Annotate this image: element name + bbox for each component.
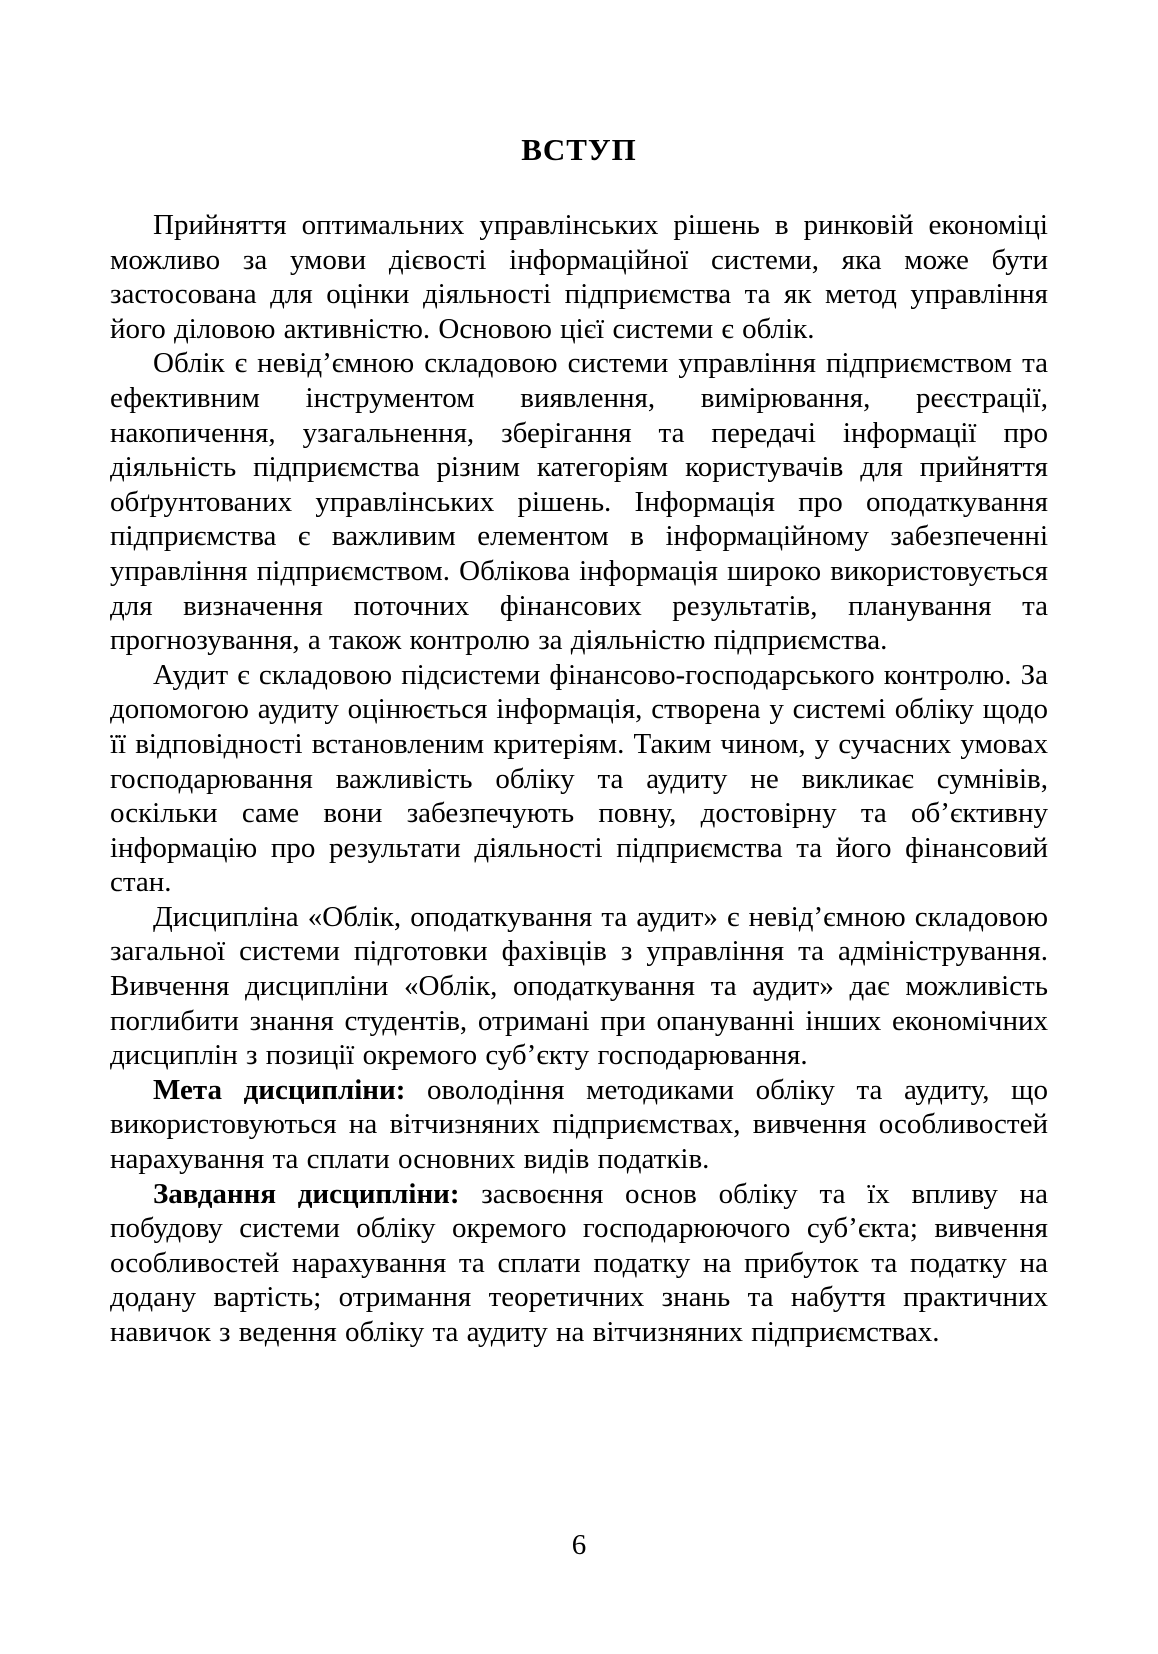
- paragraph: [110, 1177, 1048, 1350]
- paragraph: [110, 900, 1048, 1073]
- paragraph-text: Облік є невід’ємною складовою системи управління підприємством та ефективним інструментом виявлення, вимірювання, реєстрації, накопичення, узагальнення, зберігання та передачі інформації про діяльність підприємства різним категоріям користувачів для прийняття обґрунтованих управлінських рішень. Інформація про оподаткування підприємства є важливим елементом в інформаційному забезпеченні управління підприємством. Облікова інформація широко використовується для визначення поточних фінансових результатів, планування та прогнозування, а також контролю за діяльністю підприємства.: [110, 347, 1048, 657]
- paragraph-text: Аудит є складовою підсистеми фінансово-господарського контролю. За допомогою аудиту оцінюється інформація, створена у системі обліку щодо її відповідності встановленим критеріям. Таким чином, у сучасних умовах господарювання важливість обліку та аудиту не викликає сумнівів, оскільки саме вони забезпечують повну, достовірну та об’єктивну інформацію про результати діяльності підприємства та його фінансовий стан.: [110, 658, 1048, 899]
- paragraph-text: Дисципліна «Облік, оподаткування та аудит» є невід’ємною складовою загальної системи підготовки фахівців з управління та адміністрування. Вивчення дисципліни «Облік, оподаткування та аудит» дає можливість поглибити знання студентів, отримані при опануванні інших економічних дисциплін з позиції окремого суб’єкту господарювання.: [110, 900, 1048, 1072]
- paragraph-lead: Завдання дисципліни:: [153, 1177, 460, 1210]
- paragraph: [110, 346, 1048, 657]
- paragraph: [110, 658, 1048, 900]
- paragraph-text: Прийняття оптимальних управлінських рішень в ринковій економіці можливо за умови дієвості інформаційної системи, яка може бути застосована для оцінки діяльності підприємства та як метод управління його діловою активністю. Основою цієї системи є облік.: [110, 209, 1048, 345]
- body-text: [110, 208, 1048, 1350]
- page-title: ВСТУП: [521, 132, 637, 167]
- paragraph-lead: Мета дисципліни:: [153, 1073, 406, 1106]
- paragraph-text: оволодіння методиками обліку та аудиту, що використовуються на вітчизняних підприємствах, вивчення особливостей нарахування та сплати основних видів податків.: [110, 1073, 1048, 1176]
- paragraph-text: засвоєння основ обліку та їх впливу на побудову системи обліку окремого господарюючого суб’єкта; вивчення особливостей нарахування та сплати податку на прибуток та податку на додану вартість; отримання теоретичних знань та набуття практичних навичок з ведення обліку та аудиту на вітчизняних підприємствах.: [110, 1177, 1048, 1348]
- paragraph: [110, 208, 1048, 346]
- page-number: 6: [571, 1529, 587, 1561]
- paragraph: [110, 1073, 1048, 1177]
